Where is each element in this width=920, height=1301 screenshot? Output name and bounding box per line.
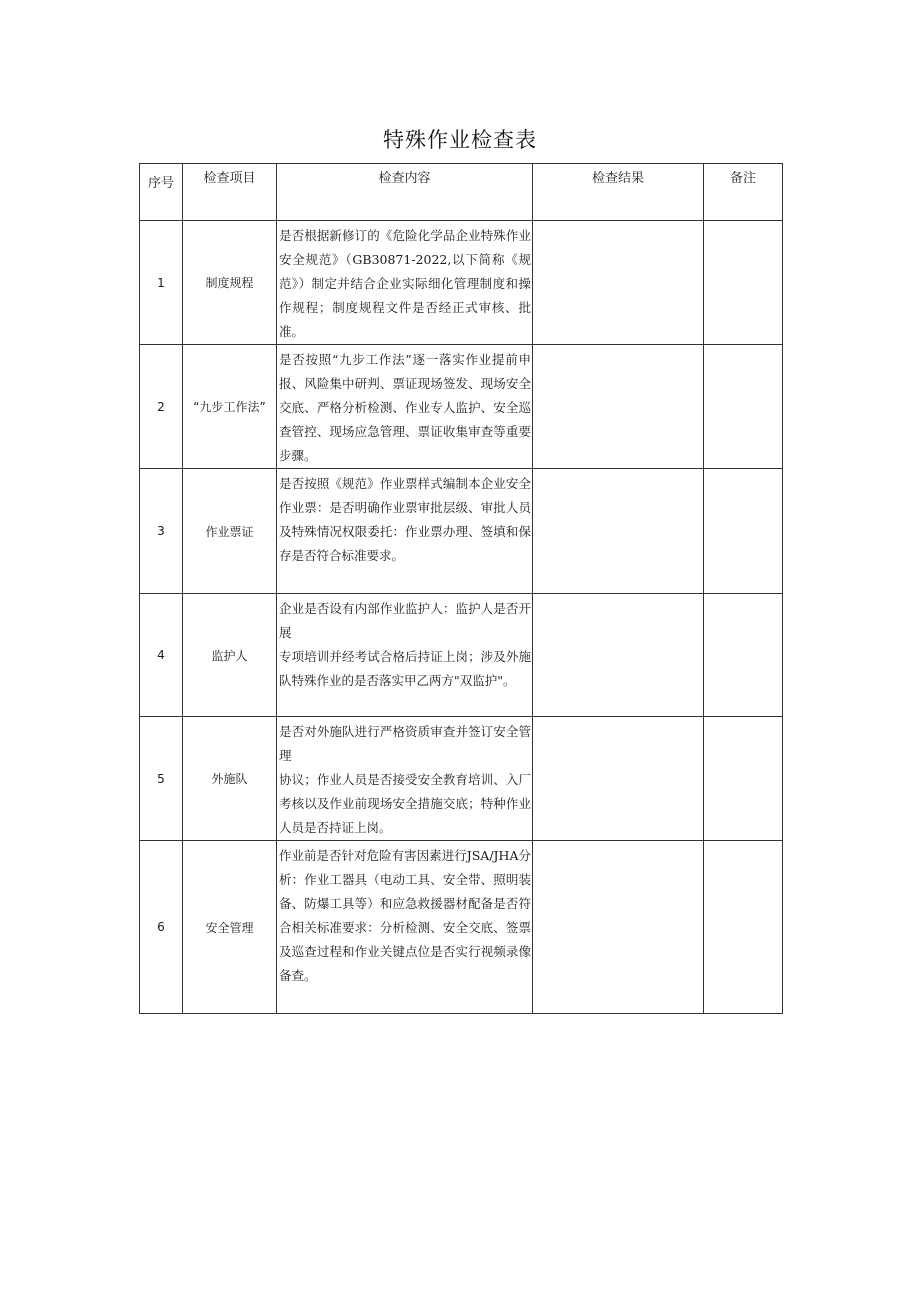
row-content: 作业前是否针对危险有害因素进行JSA/JHA分析：作业工器具（电动工具、安全带、照明装备、防爆工具等）和应急救援器材配备是否符合相关标准要求：分析检测、安全交底、签票及巡查过程和作业关键点位是否实行视频录像备查。 [277,841,533,1014]
header-content: 检查内容 [277,164,533,221]
inspection-table [139,163,783,1014]
header-remark: 备注 [704,164,783,221]
row-result[interactable] [533,717,704,841]
row-item: 安全管理 [183,841,277,1014]
row-remark[interactable] [704,221,783,345]
row-result[interactable] [533,841,704,1014]
row-number: 2 [140,345,183,469]
row-content: 企业是否设有内部作业监护人：监护人是否开展 专项培训并经考试合格后持证上岗；涉及外施队特殊作业的是否落实甲乙两方"双监护"。 [277,594,533,717]
row-number: 6 [140,841,183,1014]
row-result[interactable] [533,345,704,469]
table-row [140,717,783,841]
row-remark[interactable] [704,469,783,594]
row-result[interactable] [533,594,704,717]
row-item: 监护人 [183,594,277,717]
row-remark[interactable] [704,345,783,469]
row-number: 4 [140,594,183,717]
header-no: 序号 [140,164,183,221]
header-result: 检查结果 [533,164,704,221]
row-content: 是否对外施队进行严格资质审查并签订安全管理 协议；作业人员是否接受安全教育培训、入厂考核以及作业前现场安全措施交底；特种作业人员是否持证上岗。 [277,717,533,841]
row-item: “九步工作法” [183,345,277,469]
table-row [140,841,783,1014]
table-header-row [140,164,783,221]
row-number: 5 [140,717,183,841]
table-row [140,469,783,594]
row-content: 是否按照《规范》作业票样式编制本企业安全作业票：是否明确作业票审批层级、审批人员及特殊情况权限委托：作业票办理、签填和保存是否符合标准要求。 [277,469,533,594]
row-item: 制度规程 [183,221,277,345]
row-result[interactable] [533,469,704,594]
header-item: 检查项目 [183,164,277,221]
row-content: 是否根据新修订的《危险化学品企业特殊作业安全规范》（GB30871-2022,以下简称《规范》）制定并结合企业实际细化管理制度和操作规程；制度规程文件是否经正式审核、批准。 [277,221,533,345]
table-row [140,594,783,717]
row-number: 1 [140,221,183,345]
row-content: 是否按照“九步工作法”逐一落实作业提前申报、风险集中研判、票证现场签发、现场安全交底、严格分析检测、作业专人监护、安全巡查管控、现场应急管理、票证收集审查等重要步骤。 [277,345,533,469]
row-item: 外施队 [183,717,277,841]
row-item: 作业票证 [183,469,277,594]
row-number: 3 [140,469,183,594]
table-row [140,221,783,345]
row-remark[interactable] [704,594,783,717]
row-result[interactable] [533,221,704,345]
page-title: 特殊作业检查表 [383,128,537,152]
table-row [140,345,783,469]
row-remark[interactable] [704,841,783,1014]
row-remark[interactable] [704,717,783,841]
